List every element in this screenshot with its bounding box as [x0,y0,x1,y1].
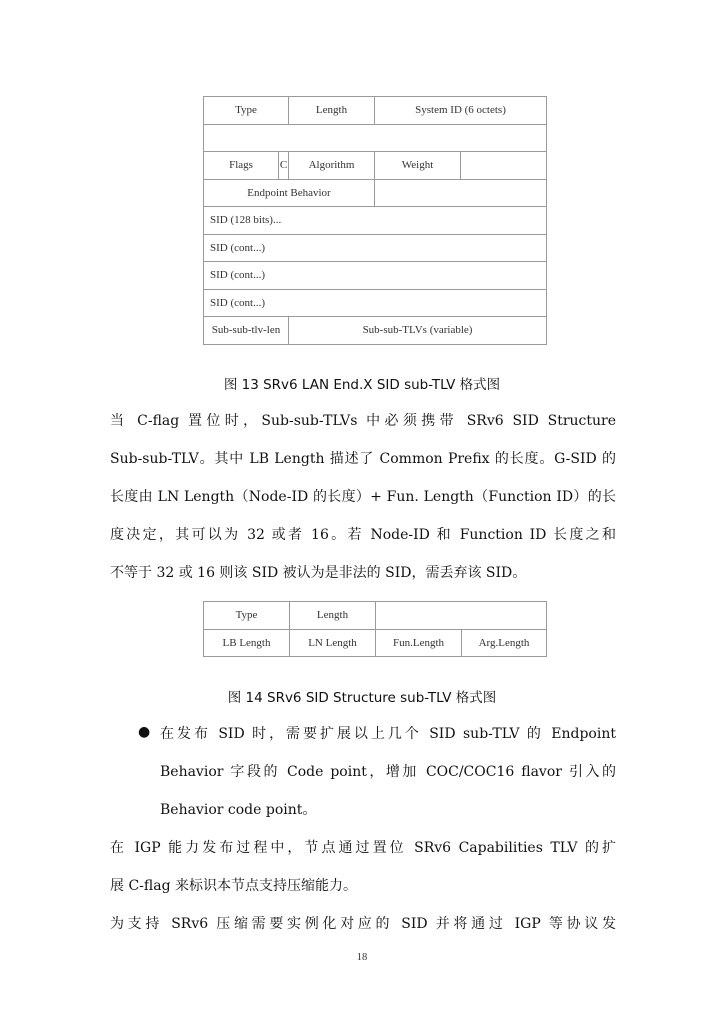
arg-length-cell: Arg.Length [462,629,547,657]
flags-cell: Flags [204,152,279,180]
paragraph-line: 不等于 32 或 16 则该 SID 被认为是非法的 SID，需丢弃该 SID。 [110,565,527,581]
sid-cont-cell: SID (cont...) [204,262,547,290]
empty-cell [376,602,547,630]
paragraph-line: 为支持 SRv6 压缩需要实例化对应的 SID 并将通过 IGP 等协议发 [110,916,616,932]
system-id-cell: System ID (6 octets) [375,97,547,125]
table-row [204,97,547,125]
bullet-line: Behavior 字段的 Code point，增加 COC/COC16 flavor 引入的 [160,764,616,780]
sub-sub-tlv-len-cell: Sub-sub-tlv-len [204,317,289,345]
endpoint-behavior-cell: Endpoint Behavior [204,179,375,207]
table-row [204,317,547,345]
type-cell: Type [204,602,290,630]
figure14-table [203,601,547,657]
endpoint-behavior-empty-cell [375,179,547,207]
c-flag-cell: C [279,152,289,180]
table-row [204,152,547,180]
table-row [204,124,547,152]
bullet-line: Behavior code point。 [160,802,317,818]
page-number: 18 [356,952,368,963]
figure13-caption: 图 13 SRv6 LAN End.X SID sub-TLV 格式图 [223,377,501,393]
table-row [204,629,547,657]
paragraph-line: 当 C-flag 置位时，Sub-sub-TLVs 中必须携带 SRv6 SID Structure [110,413,616,429]
type-cell: Type [204,97,289,125]
paragraph-line: 展 C-flag 来标识本节点支持压缩能力。 [110,878,357,894]
bullet-icon: ● [138,724,151,740]
figure13-table [203,96,547,345]
sub-sub-tlvs-cell: Sub-sub-TLVs (variable) [289,317,547,345]
paragraph-line: 长度由 LN Length（Node-ID 的长度）+ Fun. Length（Function ID）的长 [110,489,616,505]
paragraph-line: 在 IGP 能力发布过程中，节点通过置位 SRv6 Capabilities TLV 的扩 [110,840,616,856]
figure14-caption: 图 14 SRv6 SID Structure sub-TLV 格式图 [227,690,497,706]
empty-cell [204,124,547,152]
weight-cell: Weight [375,152,461,180]
table-row [204,234,547,262]
table-row [204,262,547,290]
bullet-line: 在发布 SID 时，需要扩展以上几个 SID sub-TLV 的 Endpoint [160,726,616,742]
length-cell: Length [290,602,376,630]
ln-length-cell: LN Length [290,629,376,657]
sid-cont-cell: SID (cont...) [204,234,547,262]
table-row [204,179,547,207]
paragraph-line: Sub-sub-TLV。其中 LB Length 描述了 Common Prefix 的长度。G-SID 的 [110,451,616,467]
sid-cell: SID (128 bits)... [204,207,547,235]
table-row [204,602,547,630]
reserved-cell [461,152,547,180]
length-cell: Length [289,97,375,125]
lb-length-cell: LB Length [204,629,290,657]
table-row [204,207,547,235]
fun-length-cell: Fun.Length [376,629,462,657]
paragraph-line: 度决定，其可以为 32 或者 16。若 Node-ID 和 Function ID 长度之和 [110,527,616,543]
algorithm-cell: Algorithm [289,152,375,180]
table-row [204,289,547,317]
sid-cont-cell: SID (cont...) [204,289,547,317]
